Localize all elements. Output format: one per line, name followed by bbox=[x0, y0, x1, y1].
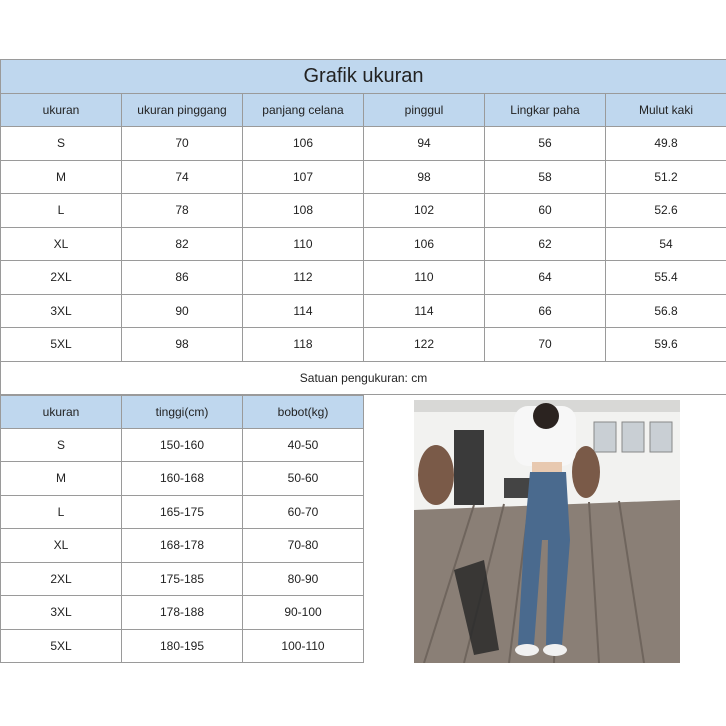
fit-table-cell: S bbox=[1, 428, 122, 462]
fit-table-cell: 40-50 bbox=[243, 428, 364, 462]
size-header-cell: ukuran pinggang bbox=[122, 94, 243, 127]
size-table-cell: 51.2 bbox=[606, 160, 726, 194]
fit-table-cell: 50-60 bbox=[243, 462, 364, 496]
size-table-cell: 110 bbox=[364, 261, 485, 295]
size-table-cell: 56.8 bbox=[606, 294, 726, 328]
lower-section bbox=[0, 395, 726, 664]
size-table-row bbox=[1, 328, 726, 362]
size-table-cell: 102 bbox=[364, 194, 485, 228]
size-table-cell: 114 bbox=[364, 294, 485, 328]
fit-table-cell: 80-90 bbox=[243, 562, 364, 596]
size-table-cell: 78 bbox=[122, 194, 243, 228]
product-photo-illustration bbox=[414, 400, 680, 663]
size-table-cell: 90 bbox=[122, 294, 243, 328]
size-table-cell: 98 bbox=[364, 160, 485, 194]
size-table-cell: 98 bbox=[122, 328, 243, 362]
size-table-cell: 5XL bbox=[1, 328, 122, 362]
fit-table-cell: 2XL bbox=[1, 562, 122, 596]
size-table-cell: 59.6 bbox=[606, 328, 726, 362]
size-table-cell: 62 bbox=[485, 227, 606, 261]
size-table-row bbox=[1, 227, 726, 261]
size-table-cell: 70 bbox=[122, 127, 243, 161]
size-table-header bbox=[1, 94, 726, 127]
size-table-cell: 56 bbox=[485, 127, 606, 161]
size-table-row bbox=[1, 194, 726, 228]
size-table-row bbox=[1, 294, 726, 328]
fit-table-row bbox=[1, 495, 364, 529]
size-table-row bbox=[1, 127, 726, 161]
fit-header-cell: ukuran bbox=[1, 395, 122, 428]
size-header-cell: Mulut kaki bbox=[606, 94, 726, 127]
size-table-cell: 66 bbox=[485, 294, 606, 328]
size-table-cell: 86 bbox=[122, 261, 243, 295]
size-table-cell: 107 bbox=[243, 160, 364, 194]
size-table-cell: 52.6 bbox=[606, 194, 726, 228]
size-table-cell: 70 bbox=[485, 328, 606, 362]
fit-table-row bbox=[1, 562, 364, 596]
size-table-cell: L bbox=[1, 194, 122, 228]
product-photo bbox=[414, 400, 680, 663]
fit-table-row bbox=[1, 462, 364, 496]
size-header-cell: pinggul bbox=[364, 94, 485, 127]
size-table-cell: 108 bbox=[243, 194, 364, 228]
size-header-cell: Lingkar paha bbox=[485, 94, 606, 127]
size-table-row bbox=[1, 261, 726, 295]
fit-table-row bbox=[1, 428, 364, 462]
fit-table-cell: 178-188 bbox=[122, 596, 243, 630]
size-table-cell: 122 bbox=[364, 328, 485, 362]
size-table-cell: 54 bbox=[606, 227, 726, 261]
size-table bbox=[0, 59, 726, 395]
fit-table-cell: L bbox=[1, 495, 122, 529]
fit-table-cell: 160-168 bbox=[122, 462, 243, 496]
fit-table bbox=[0, 395, 364, 664]
size-table-cell: 49.8 bbox=[606, 127, 726, 161]
size-table-cell: 2XL bbox=[1, 261, 122, 295]
fit-table-cell: M bbox=[1, 462, 122, 496]
product-photo-area bbox=[364, 395, 726, 664]
size-table-cell: 3XL bbox=[1, 294, 122, 328]
fit-table-row bbox=[1, 596, 364, 630]
size-table-cell: 110 bbox=[243, 227, 364, 261]
fit-table-cell: 150-160 bbox=[122, 428, 243, 462]
fit-table-cell: 90-100 bbox=[243, 596, 364, 630]
fit-table-cell: 168-178 bbox=[122, 529, 243, 563]
fit-table-cell: XL bbox=[1, 529, 122, 563]
size-table-row bbox=[1, 160, 726, 194]
size-table-cell: 114 bbox=[243, 294, 364, 328]
fit-header-cell: tinggi(cm) bbox=[122, 395, 243, 428]
size-table-cell: 60 bbox=[485, 194, 606, 228]
size-table-cell: 55.4 bbox=[606, 261, 726, 295]
fit-table-cell: 70-80 bbox=[243, 529, 364, 563]
chart-title: Grafik ukuran bbox=[1, 60, 726, 94]
size-table-cell: 82 bbox=[122, 227, 243, 261]
size-table-cell: 112 bbox=[243, 261, 364, 295]
fit-table-cell: 165-175 bbox=[122, 495, 243, 529]
fit-table-cell: 60-70 bbox=[243, 495, 364, 529]
size-table-cell: M bbox=[1, 160, 122, 194]
size-table-cell: 64 bbox=[485, 261, 606, 295]
size-table-cell: 118 bbox=[243, 328, 364, 362]
fit-table-cell: 100-110 bbox=[243, 629, 364, 663]
size-table-cell: 106 bbox=[364, 227, 485, 261]
size-table-cell: 94 bbox=[364, 127, 485, 161]
size-header-cell: ukuran bbox=[1, 94, 122, 127]
size-table-cell: 106 bbox=[243, 127, 364, 161]
fit-table-cell: 3XL bbox=[1, 596, 122, 630]
fit-table-cell: 5XL bbox=[1, 629, 122, 663]
fit-table-cell: 175-185 bbox=[122, 562, 243, 596]
fit-table-header bbox=[1, 395, 364, 428]
size-chart-sheet bbox=[0, 59, 726, 663]
fit-table-row bbox=[1, 529, 364, 563]
size-table-cell: 58 bbox=[485, 160, 606, 194]
size-header-cell: panjang celana bbox=[243, 94, 364, 127]
fit-table-row bbox=[1, 629, 364, 663]
unit-note: Satuan pengukuran: cm bbox=[1, 361, 726, 394]
fit-table-cell: 180-195 bbox=[122, 629, 243, 663]
fit-header-cell: bobot(kg) bbox=[243, 395, 364, 428]
size-table-cell: 74 bbox=[122, 160, 243, 194]
size-table-cell: S bbox=[1, 127, 122, 161]
size-table-cell: XL bbox=[1, 227, 122, 261]
